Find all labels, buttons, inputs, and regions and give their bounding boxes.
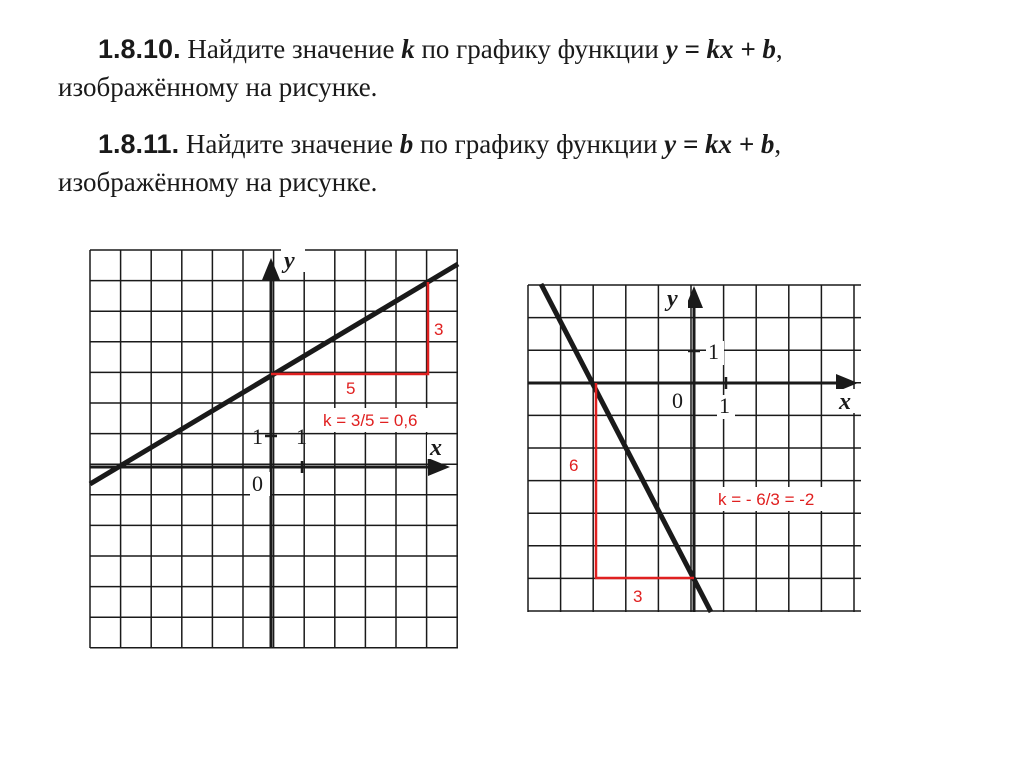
problem-text: по графику функции <box>414 34 666 64</box>
graph-2-y-label: y <box>667 286 678 312</box>
graph-2 <box>528 284 861 612</box>
problem-text: Найдите значение <box>180 34 402 64</box>
problem-text: , <box>774 129 782 159</box>
problem-number: 1.8.10. <box>98 34 181 64</box>
problem-text: по графику функции <box>413 129 665 159</box>
graph-1-unit-y-label: 1 <box>252 424 263 449</box>
graph-1-y-arrow <box>262 258 280 280</box>
graph-1-unit-x-label: 1 <box>296 424 307 449</box>
graph-2-run-label: 3 <box>633 587 643 606</box>
graph-1-x-label: x <box>430 435 442 461</box>
problem-variable: b <box>399 129 414 159</box>
graph-1-rise-label: 3 <box>434 320 444 339</box>
graph-2-unit-x-label: 1 <box>719 393 730 418</box>
graph-2-unit-y-label: 1 <box>708 339 719 364</box>
graph-1-y-label: y <box>284 248 295 274</box>
graph-2-rise-label: 6 <box>569 456 579 475</box>
problem-variable: k <box>401 34 415 64</box>
problem-formula: y = kx + b <box>665 34 776 64</box>
problem-text: , <box>775 34 783 64</box>
graph-2-origin-label: 0 <box>672 388 683 413</box>
graph-1-result-label: k = 3/5 = 0,6 <box>323 411 418 430</box>
problem-number: 1.8.11. <box>98 129 180 159</box>
problem-text-line-2: изображённому на рисунке. <box>58 167 378 197</box>
problem-text: Найдите значение <box>179 129 400 159</box>
graph-1-origin-label: 0 <box>252 471 263 496</box>
graph-2-result-label: k = - 6/3 = -2 <box>718 490 815 509</box>
problem-text-line-2: изображённому на рисунке. <box>58 72 378 102</box>
graph-1-run-label: 5 <box>346 379 356 398</box>
graph-1 <box>90 248 458 648</box>
graph-2-x-label: x <box>839 389 851 415</box>
problem-formula: y = kx + b <box>664 129 775 159</box>
